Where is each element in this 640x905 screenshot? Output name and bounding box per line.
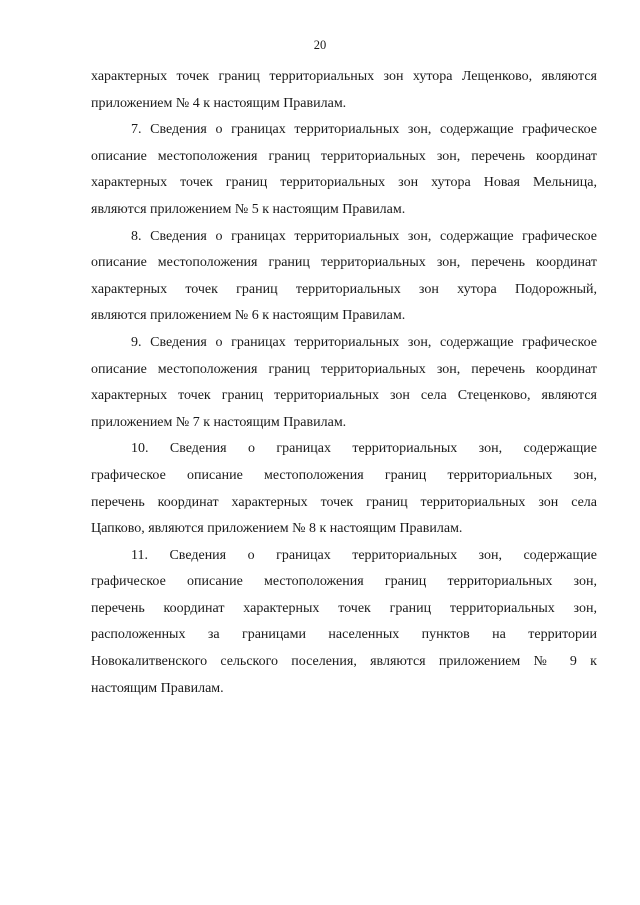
text-line: перечень координат характерных точек границ территориальных зон села xyxy=(91,494,597,510)
text-line: Новокалитвенского сельского поселения, являются приложением № 9 к xyxy=(91,654,597,670)
text-line: Цапково, являются приложением № 8 к настоящим Правилам. xyxy=(91,521,463,537)
text-line: описание местоположения границ территориальных зон, перечень координат xyxy=(91,255,597,271)
text-line: графическое описание местоположения границ территориальных зон, xyxy=(91,574,597,590)
text-line: являются приложением № 5 к настоящим Правилам. xyxy=(91,201,406,217)
text-line: настоящим Правилам. xyxy=(91,680,224,696)
text-line: характерных точек границ территориальных зон хутора Подорожный, xyxy=(91,281,597,297)
document-body xyxy=(91,64,597,702)
text-line: являются приложением № 6 к настоящим Правилам. xyxy=(91,308,406,324)
text-line: 8. Сведения о границах территориальных зон, содержащие графическое xyxy=(131,228,597,244)
text-line: характерных точек границ территориальных зон хутора Новая Мельница, xyxy=(91,175,597,191)
page-number: 20 xyxy=(313,38,327,52)
paragraph-item-11 xyxy=(91,543,597,703)
text-line: характерных точек границ территориальных зон села Стеценково, являются xyxy=(91,388,597,404)
text-line: перечень координат характерных точек границ территориальных зон, xyxy=(91,600,597,616)
text-line: приложением № 4 к настоящим Правилам. xyxy=(91,95,347,111)
text-line: расположенных за границами населенных пунктов на территории xyxy=(91,627,597,643)
text-line: 11. Сведения о границах территориальных зон, содержащие xyxy=(131,547,597,563)
text-line: приложением № 7 к настоящим Правилам. xyxy=(91,414,347,430)
paragraph-continuation xyxy=(91,64,597,117)
paragraph-item-8 xyxy=(91,224,597,330)
text-line: 10. Сведения о границах территориальных зон, содержащие xyxy=(131,441,597,457)
text-line: характерных точек границ территориальных зон хутора Лещенково, являются xyxy=(91,69,597,84)
text-line: описание местоположения границ территориальных зон, перечень координат xyxy=(91,148,597,164)
paragraph-item-10 xyxy=(91,436,597,542)
paragraph-item-7 xyxy=(91,117,597,223)
text-line: описание местоположения границ территориальных зон, перечень координат xyxy=(91,361,597,377)
text-line: 9. Сведения о границах территориальных зон, содержащие графическое xyxy=(131,334,597,350)
text-line: 7. Сведения о границах территориальных зон, содержащие графическое xyxy=(131,122,597,138)
paragraph-item-9 xyxy=(91,330,597,436)
text-line: графическое описание местоположения границ территориальных зон, xyxy=(91,467,597,483)
